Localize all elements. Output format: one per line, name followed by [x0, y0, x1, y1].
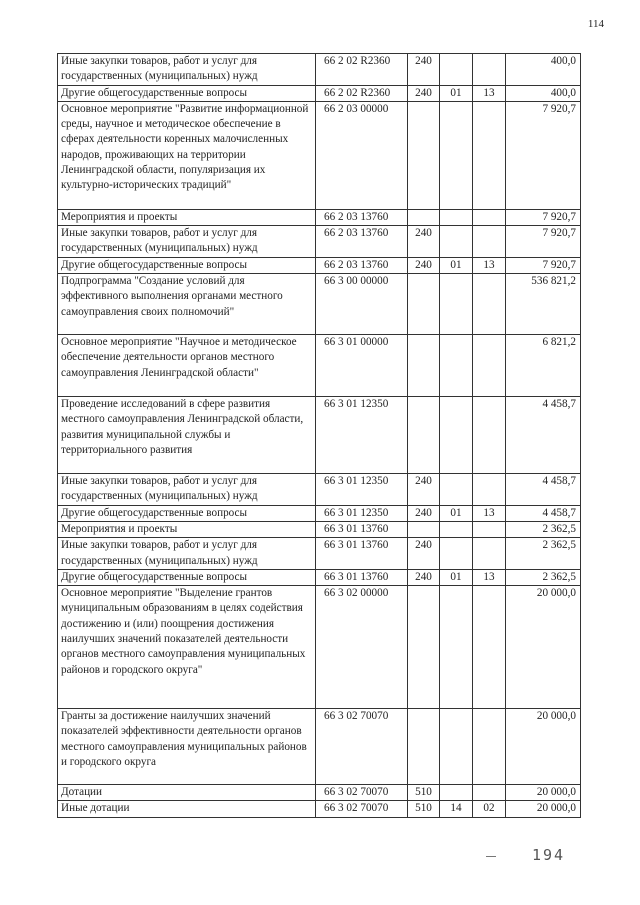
handwritten-page-number: 194	[532, 846, 566, 864]
cell-name: Основное мероприятие "Научное и методическое обеспечение деятельности органов местного самоуправления Ленинградской области"	[58, 335, 316, 397]
cell-vr: 240	[408, 474, 440, 506]
cell-code: 66 3 01 00000	[316, 335, 408, 397]
cell-rz	[440, 538, 473, 570]
cell-vr	[408, 274, 440, 335]
cell-name: Проведение исследований в сфере развития местного самоуправления Ленинградской области, развития муниципальной службы и территориального развития	[58, 397, 316, 474]
cell-rz	[440, 521, 473, 537]
cell-vr: 240	[408, 257, 440, 273]
cell-name: Иные закупки товаров, работ и услуг для государственных (муниципальных) нужд	[58, 538, 316, 570]
cell-pr	[473, 586, 506, 709]
cell-pr: 02	[473, 801, 506, 817]
cell-pr	[473, 54, 506, 86]
cell-sum: 400,0	[506, 85, 581, 101]
cell-code: 66 3 01 12350	[316, 397, 408, 474]
table-row	[58, 335, 581, 397]
cell-code: 66 2 02 R2360	[316, 54, 408, 86]
table-row	[58, 801, 581, 817]
page-number: 114	[587, 18, 604, 30]
table-row	[58, 274, 581, 335]
cell-vr: 240	[408, 54, 440, 86]
cell-code: 66 3 02 70070	[316, 801, 408, 817]
cell-pr	[473, 785, 506, 801]
table-row	[58, 569, 581, 585]
pen-mark	[486, 856, 496, 857]
cell-vr	[408, 397, 440, 474]
cell-vr	[408, 521, 440, 537]
cell-code: 66 3 00 00000	[316, 274, 408, 335]
cell-pr	[473, 274, 506, 335]
cell-sum: 2 362,5	[506, 538, 581, 570]
cell-vr: 240	[408, 226, 440, 258]
cell-rz	[440, 474, 473, 506]
cell-rz	[440, 397, 473, 474]
cell-sum: 2 362,5	[506, 521, 581, 537]
cell-vr: 510	[408, 785, 440, 801]
table-row	[58, 474, 581, 506]
cell-rz	[440, 226, 473, 258]
cell-name: Основное мероприятие "Развитие информационной среды, научное и методическое обеспечение в сферах деятельности коренных малочисленных народов, проживающих на территории Ленинградской области, популяризация их культурно-исторических традиций"	[58, 101, 316, 209]
cell-code: 66 2 03 13760	[316, 209, 408, 225]
cell-vr	[408, 101, 440, 209]
cell-code: 66 3 01 12350	[316, 474, 408, 506]
cell-rz	[440, 274, 473, 335]
cell-sum: 20 000,0	[506, 586, 581, 709]
cell-name: Другие общегосударственные вопросы	[58, 85, 316, 101]
cell-rz: 14	[440, 801, 473, 817]
cell-sum: 7 920,7	[506, 257, 581, 273]
cell-code: 66 2 03 13760	[316, 226, 408, 258]
cell-name: Другие общегосударственные вопросы	[58, 569, 316, 585]
cell-code: 66 3 02 70070	[316, 785, 408, 801]
cell-pr	[473, 209, 506, 225]
cell-sum: 4 458,7	[506, 397, 581, 474]
cell-pr	[473, 538, 506, 570]
cell-pr	[473, 521, 506, 537]
cell-rz	[440, 709, 473, 785]
cell-pr	[473, 474, 506, 506]
cell-name: Другие общегосударственные вопросы	[58, 257, 316, 273]
cell-name: Гранты за достижение наилучших значений показателей эффективности деятельности органов местного самоуправления муниципальных районов и городского округа	[58, 709, 316, 785]
cell-rz	[440, 586, 473, 709]
cell-sum: 20 000,0	[506, 785, 581, 801]
table-row	[58, 85, 581, 101]
budget-table	[57, 53, 581, 818]
cell-code: 66 2 03 13760	[316, 257, 408, 273]
cell-vr	[408, 335, 440, 397]
cell-sum: 4 458,7	[506, 474, 581, 506]
cell-sum: 536 821,2	[506, 274, 581, 335]
cell-name: Иные закупки товаров, работ и услуг для государственных (муниципальных) нужд	[58, 54, 316, 86]
cell-name: Мероприятия и проекты	[58, 209, 316, 225]
cell-name: Другие общегосударственные вопросы	[58, 505, 316, 521]
cell-rz: 01	[440, 505, 473, 521]
cell-code: 66 2 02 R2360	[316, 85, 408, 101]
cell-name: Иные закупки товаров, работ и услуг для государственных (муниципальных) нужд	[58, 226, 316, 258]
cell-sum: 7 920,7	[506, 101, 581, 209]
table-row	[58, 505, 581, 521]
cell-rz: 01	[440, 257, 473, 273]
cell-rz: 01	[440, 569, 473, 585]
cell-pr	[473, 101, 506, 209]
table-row	[58, 226, 581, 258]
table-row	[58, 521, 581, 537]
cell-code: 66 3 02 70070	[316, 709, 408, 785]
cell-sum: 7 920,7	[506, 226, 581, 258]
cell-name: Иные закупки товаров, работ и услуг для государственных (муниципальных) нужд	[58, 474, 316, 506]
cell-sum: 6 821,2	[506, 335, 581, 397]
cell-rz	[440, 209, 473, 225]
cell-sum: 4 458,7	[506, 505, 581, 521]
cell-pr: 13	[473, 85, 506, 101]
cell-vr: 240	[408, 85, 440, 101]
cell-vr	[408, 709, 440, 785]
cell-pr	[473, 335, 506, 397]
table-row	[58, 586, 581, 709]
cell-code: 66 3 01 13760	[316, 538, 408, 570]
cell-pr: 13	[473, 257, 506, 273]
cell-vr: 240	[408, 569, 440, 585]
cell-vr: 240	[408, 505, 440, 521]
cell-rz	[440, 101, 473, 209]
cell-vr	[408, 586, 440, 709]
table-row	[58, 54, 581, 86]
cell-sum: 20 000,0	[506, 801, 581, 817]
cell-code: 66 3 01 12350	[316, 505, 408, 521]
cell-name: Мероприятия и проекты	[58, 521, 316, 537]
cell-name: Подпрограмма "Создание условий для эффективного выполнения органами местного самоуправления своих полномочий"	[58, 274, 316, 335]
cell-code: 66 3 02 00000	[316, 586, 408, 709]
cell-pr	[473, 226, 506, 258]
table-row	[58, 101, 581, 209]
cell-code: 66 2 03 00000	[316, 101, 408, 209]
cell-rz: 01	[440, 85, 473, 101]
cell-sum: 2 362,5	[506, 569, 581, 585]
cell-vr: 240	[408, 538, 440, 570]
cell-pr	[473, 709, 506, 785]
cell-name: Иные дотации	[58, 801, 316, 817]
table-row	[58, 538, 581, 570]
table-row	[58, 397, 581, 474]
table-row	[58, 785, 581, 801]
cell-code: 66 3 01 13760	[316, 521, 408, 537]
cell-pr: 13	[473, 505, 506, 521]
cell-rz	[440, 785, 473, 801]
table-row	[58, 257, 581, 273]
table-row	[58, 709, 581, 785]
cell-rz	[440, 54, 473, 86]
cell-sum: 20 000,0	[506, 709, 581, 785]
cell-pr	[473, 397, 506, 474]
cell-rz	[440, 335, 473, 397]
cell-name: Дотации	[58, 785, 316, 801]
cell-sum: 400,0	[506, 54, 581, 86]
cell-pr: 13	[473, 569, 506, 585]
cell-sum: 7 920,7	[506, 209, 581, 225]
cell-vr: 510	[408, 801, 440, 817]
cell-vr	[408, 209, 440, 225]
cell-code: 66 3 01 13760	[316, 569, 408, 585]
table-row	[58, 209, 581, 225]
cell-name: Основное мероприятие "Выделение грантов муниципальным образованиям в целях содействия достижению и (или) поощрения достижения наилучших значений показателей деятельности органов местного самоуправления муниципальных районов и городского округа"	[58, 586, 316, 709]
